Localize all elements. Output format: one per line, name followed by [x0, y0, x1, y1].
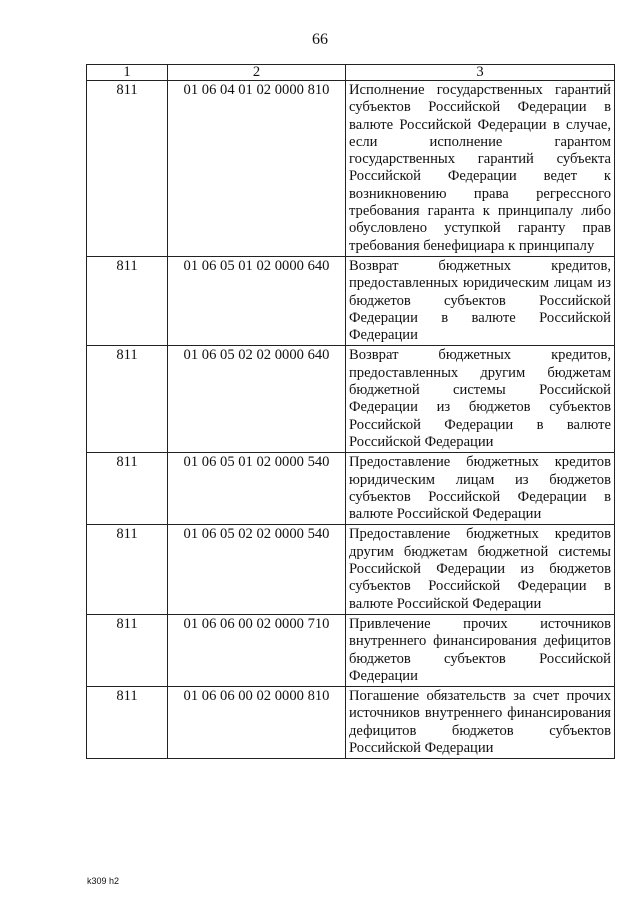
budget-code-cell: 01 06 04 01 02 0000 810 — [168, 81, 346, 257]
table-row — [87, 81, 615, 257]
table-row — [87, 346, 615, 453]
description-cell: Предоставление бюджетных кредитов юридическим лицам из бюджетов субъектов Российской Федерации в валюте Российской Федерации — [346, 453, 615, 525]
description-cell: Привлечение прочих источников внутреннего финансирования дефицитов бюджетов субъектов Российской Федерации — [346, 614, 615, 686]
table-row — [87, 453, 615, 525]
budget-code-cell: 01 06 05 01 02 0000 540 — [168, 453, 346, 525]
budget-code-cell: 01 06 05 02 02 0000 640 — [168, 346, 346, 453]
table-row — [87, 614, 615, 686]
column-header-3: 3 — [346, 65, 615, 81]
admin-code-cell: 811 — [87, 614, 168, 686]
column-header-1: 1 — [87, 65, 168, 81]
admin-code-cell: 811 — [87, 81, 168, 257]
admin-code-cell: 811 — [87, 687, 168, 759]
table-row — [87, 256, 615, 345]
budget-code-cell: 01 06 05 01 02 0000 640 — [168, 256, 346, 345]
budget-code-cell: 01 06 06 00 02 0000 810 — [168, 687, 346, 759]
budget-code-cell: 01 06 06 00 02 0000 710 — [168, 614, 346, 686]
admin-code-cell: 811 — [87, 453, 168, 525]
description-cell: Погашение обязательств за счет прочих источников внутреннего финансирования дефицитов бюджетов субъектов Российской Федерации — [346, 687, 615, 759]
description-cell: Предоставление бюджетных кредитов другим бюджетам бюджетной системы Российской Федерации из бюджетов субъектов Российской Федерации в валюте Российской Федерации — [346, 525, 615, 614]
description-cell: Возврат бюджетных кредитов, предоставленных юридическим лицам из бюджетов субъектов Российской Федерации в валюте Российской Федерации — [346, 256, 615, 345]
description-cell: Исполнение государственных гарантий субъектов Российской Федерации в валюте Российской Федерации в случае, если исполнение гарантом государственных гарантий субъекта Российской Федерации ведет к возникновению права регрессного требования гаранта к принципалу либо обусловлено уступкой гаранту прав требования бенефициара к принципалу — [346, 81, 615, 257]
admin-code-cell: 811 — [87, 256, 168, 345]
description-cell: Возврат бюджетных кредитов, предоставленных другим бюджетам бюджетной системы Российской Федерации из бюджетов субъектов Российской Федерации в валюте Российской Федерации — [346, 346, 615, 453]
budget-sources-table — [86, 64, 615, 759]
admin-code-cell: 811 — [87, 525, 168, 614]
column-header-2: 2 — [168, 65, 346, 81]
table-row — [87, 687, 615, 759]
table-row — [87, 525, 615, 614]
table-header-row — [87, 65, 615, 81]
budget-code-cell: 01 06 05 02 02 0000 540 — [168, 525, 346, 614]
document-footer-code: k309 h2 — [87, 876, 120, 886]
page-number: 66 — [312, 31, 328, 48]
admin-code-cell: 811 — [87, 346, 168, 453]
